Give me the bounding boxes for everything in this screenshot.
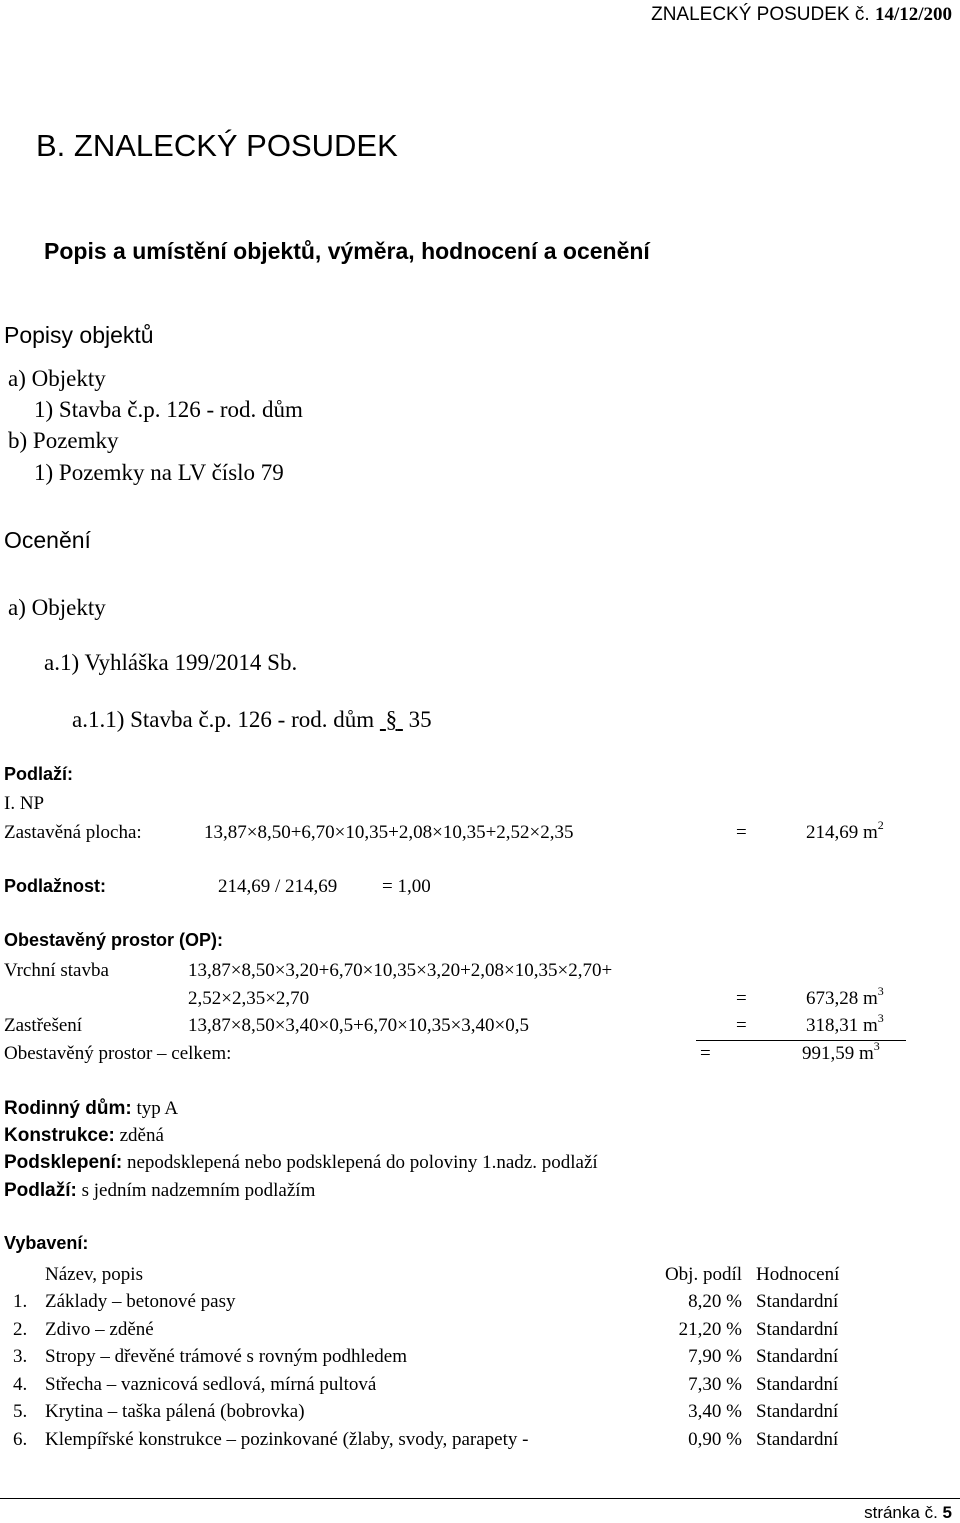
vybaveni-heading: Vybavení: — [4, 1233, 89, 1253]
oceneni-a11-label: a.1.1) Stavba č.p. 126 - rod. dům — [72, 707, 375, 732]
podlaznost-label: Podlažnost: — [4, 876, 106, 896]
prop-konstrukce: Konstrukce: zděná — [4, 1125, 164, 1146]
row-rating: Standardní — [756, 1318, 839, 1340]
footer-page: 5 — [942, 1503, 952, 1522]
row-share: 3,40 % — [688, 1401, 742, 1422]
vrchni-label: Vrchní stavba — [4, 960, 109, 981]
page-header — [651, 4, 952, 26]
col-podil: Obj. podíl — [664, 1264, 742, 1285]
row-name: Klempířské konstrukce – pozinkované (žlaby, svody, parapety - — [45, 1428, 529, 1450]
vrchni-eq: = — [736, 988, 747, 1009]
obestaveny-heading: Obestavěný prostor (OP): — [4, 930, 224, 950]
col-hodnoceni: Hodnocení — [756, 1264, 840, 1285]
row-share: 0,90 % — [688, 1428, 742, 1450]
popisy-item-a: a) Objekty — [8, 366, 106, 391]
oceneni-a11 — [72, 707, 432, 733]
celkem-label: Obestavěný prostor – celkem: — [4, 1043, 232, 1064]
zastreseni-value: 318,31 $m^3$ — [806, 1011, 884, 1036]
row-name: Krytina – taška pálená (bobrovka) — [45, 1401, 305, 1422]
celkem-eq: = — [700, 1043, 711, 1064]
zastreseni-eq: = — [736, 1015, 747, 1036]
row-share: 7,90 % — [688, 1346, 742, 1367]
prop-podlazi: Podlaží: s jedním nadzemním podlažím — [4, 1180, 316, 1201]
row-share: 7,30 % — [688, 1373, 742, 1395]
zastavena-label: Zastavěná plocha: — [4, 822, 142, 843]
vrchni-formula-1: 13,87×8,50×3,20+6,70×10,35×3,20+2,08×10,35×2,70+ — [188, 960, 613, 981]
row-name: Základy – betonové pasy — [45, 1291, 236, 1312]
podlaznost-result: = 1,00 — [382, 876, 431, 897]
vrchni-value: 673,28 $m^3$ — [806, 984, 884, 1009]
row-number: 2. — [13, 1318, 28, 1340]
footer-divider — [0, 1498, 960, 1499]
row-rating: Standardní — [756, 1291, 839, 1312]
row-number: 4. — [13, 1373, 28, 1395]
row-share: 8,20 % — [688, 1291, 742, 1312]
row-number: 5. — [13, 1401, 28, 1422]
popisy-item-b1: 1) Pozemky na LV číslo 79 — [34, 460, 284, 485]
header-ref: 14/12/200 — [874, 4, 952, 25]
oceneni-a: a) Objekty — [8, 595, 106, 620]
row-rating: Standardní — [756, 1401, 839, 1422]
row-number: 3. — [13, 1346, 28, 1367]
row-name: Stropy – dřevěné trámové s rovným podhledem — [45, 1346, 407, 1367]
row-share: 21,20 % — [678, 1318, 742, 1340]
podlazi-label: Podlaží: — [4, 764, 74, 784]
row-name: Zdivo – zděné — [45, 1318, 154, 1340]
zastavena-formula: 13,87×8,50+6,70×10,35+2,08×10,35+2,52×2,35 — [204, 822, 574, 843]
oceneni-a1: a.1) Vyhláška 199/2014 Sb. — [44, 650, 298, 675]
vrchni-formula-2: 2,52×2,35×2,70 — [188, 988, 310, 1009]
main-title: B. ZNALECKÝ POSUDEK — [36, 128, 398, 163]
oceneni-section: § 35 — [385, 707, 432, 732]
col-nazev: Název, popis — [45, 1264, 143, 1285]
row-name: Střecha – vaznicová sedlová, mírná pultová — [45, 1373, 377, 1395]
row-number: 1. — [13, 1291, 28, 1312]
zastreseni-formula: 13,87×8,50×3,40×0,5+6,70×10,35×3,40×0,5 — [188, 1015, 530, 1036]
oceneni-heading: Ocenění — [4, 527, 91, 553]
prop-podsklepeni: Podsklepení: nepodsklepená nebo podsklepená do poloviny 1.nadz. podlaží — [4, 1152, 598, 1173]
footer-label: stránka č. — [864, 1503, 938, 1522]
row-rating: Standardní — [756, 1373, 839, 1395]
zastavena-value: 214,69 $m^2$ — [806, 818, 884, 843]
celkem-value: 991,59 $m^3$ — [802, 1039, 880, 1064]
prop-typ: Rodinný dům: typ A — [4, 1098, 179, 1119]
header-title: ZNALECKÝ POSUDEK č. — [651, 4, 875, 25]
row-rating: Standardní — [756, 1428, 839, 1450]
zastreseni-label: Zastřešení — [4, 1015, 83, 1036]
popisy-item-b: b) Pozemky — [8, 428, 119, 453]
page-footer — [864, 1503, 952, 1523]
popisy-heading: Popisy objektů — [4, 322, 154, 348]
subtitle: Popis a umístění objektů, výměra, hodnocení a ocenění — [44, 238, 650, 264]
row-rating: Standardní — [756, 1346, 839, 1367]
podlaznost-formula: 214,69 / 214,69 — [218, 876, 338, 897]
popisy-item-a1: 1) Stavba č.p. 126 - rod. dům — [34, 397, 303, 422]
podlazi-np: I. NP — [4, 793, 45, 814]
zastavena-eq: = — [736, 822, 747, 843]
row-number: 6. — [13, 1428, 28, 1450]
